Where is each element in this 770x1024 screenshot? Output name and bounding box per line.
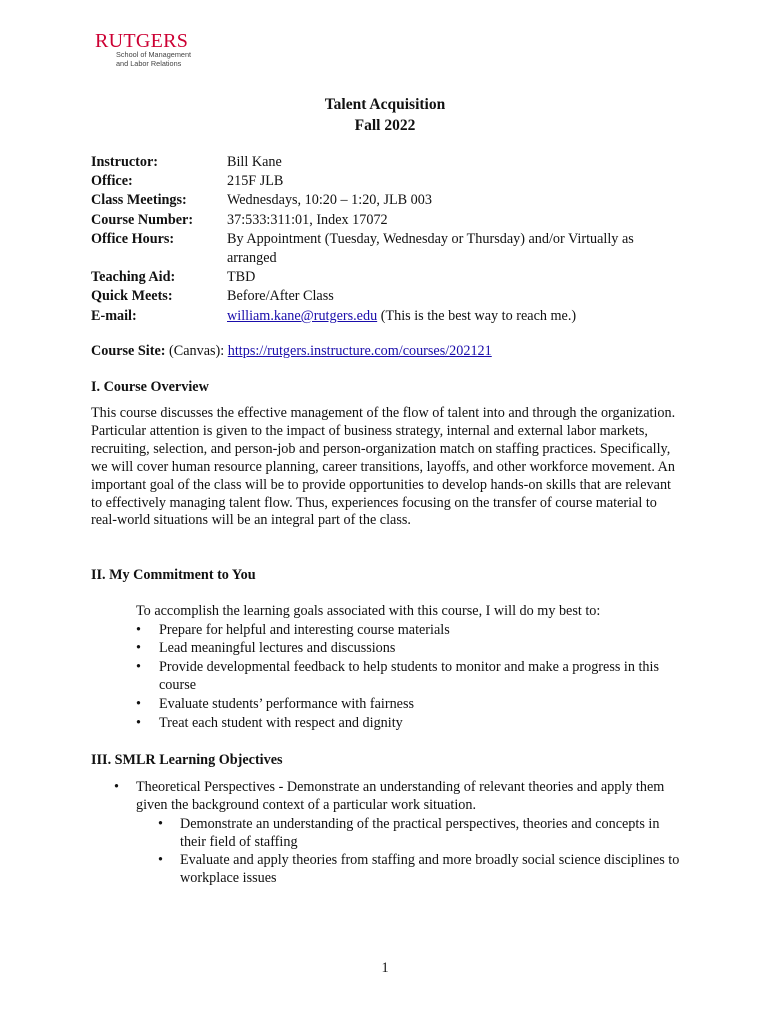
- info-label: Quick Meets:: [91, 288, 173, 305]
- info-row-teaching-aid: [91, 268, 677, 287]
- logo-wordmark: RUTGERS: [95, 30, 189, 52]
- bullet-glyph: •: [114, 779, 119, 795]
- list-item-text: Theoretical Perspectives - Demonstrate an understanding of relevant theories and apply them given the background context of a particular work situation.: [136, 779, 665, 814]
- list-item: [136, 658, 676, 695]
- course-site-label: Course Site:: [91, 343, 166, 359]
- bullet-glyph: •: [136, 621, 141, 638]
- commitment-list: [136, 621, 676, 733]
- objectives-sublist: [158, 815, 684, 888]
- bullet-glyph: •: [136, 695, 141, 712]
- info-row-quick-meets: [91, 287, 677, 306]
- course-site-link[interactable]: https://rutgers.instructure.com/courses/202121: [227, 343, 492, 359]
- bullet-glyph: •: [158, 852, 163, 869]
- info-label: Course Number:: [91, 211, 194, 228]
- bullet-glyph: •: [158, 815, 163, 832]
- info-value: 37:533:311:01, Index 17072: [227, 211, 388, 228]
- info-row-email: [91, 307, 677, 326]
- info-value: By Appointment (Tuesday, Wednesday or Thursday) and/or Virtually as arranged: [227, 230, 634, 267]
- objectives-list: [114, 778, 684, 888]
- info-row-course-number: [91, 211, 677, 230]
- list-item: [136, 695, 676, 714]
- commitment-block: [136, 602, 676, 732]
- section-heading-objectives: III. SMLR Learning Objectives: [91, 752, 283, 768]
- info-value: [227, 307, 677, 326]
- list-item-text: Provide developmental feedback to help students to monitor and make a progress in this course: [159, 658, 659, 694]
- info-value: Before/After Class: [227, 288, 334, 305]
- course-site-platform: (Canvas):: [165, 343, 228, 359]
- info-row-class-meetings: [91, 191, 677, 210]
- term-title: Fall 2022: [354, 117, 416, 134]
- info-label: Instructor:: [91, 154, 158, 170]
- info-row-instructor: [91, 153, 677, 172]
- list-item-text: Prepare for helpful and interesting course materials: [159, 621, 450, 638]
- info-row-office: [91, 172, 677, 191]
- list-item: [158, 815, 684, 852]
- list-item: [136, 639, 676, 658]
- info-label: Teaching Aid:: [91, 269, 176, 286]
- logo-subtitle-line2: and Labor Relations: [116, 58, 182, 68]
- bullet-glyph: •: [136, 658, 141, 675]
- commitment-intro: To accomplish the learning goals associated with this course, I will do my best to:: [136, 603, 601, 619]
- course-info-table: [91, 153, 677, 326]
- info-value: Wednesdays, 10:20 – 1:20, JLB 003: [227, 192, 432, 209]
- section-heading-commitment: II. My Commitment to You: [91, 567, 256, 583]
- list-item-text: Treat each student with respect and dignity: [159, 714, 403, 731]
- info-label: Office:: [91, 173, 133, 190]
- course-site-line: [91, 342, 492, 361]
- info-value: TBD: [227, 269, 256, 286]
- email-link[interactable]: william.kane@rutgers.edu: [227, 307, 378, 324]
- page-number: 1: [381, 960, 389, 976]
- list-item: [114, 778, 684, 888]
- list-item: [136, 714, 676, 733]
- info-value: 215F JLB: [227, 173, 284, 190]
- list-item: [136, 621, 676, 640]
- list-item-text: Evaluate students’ performance with fairness: [159, 695, 415, 712]
- list-item-text: Lead meaningful lectures and discussions: [159, 640, 396, 657]
- email-note: (This is the best way to reach me.): [377, 307, 577, 324]
- info-label: Office Hours:: [91, 230, 175, 247]
- objectives-block: [114, 778, 684, 888]
- list-item-text: Evaluate and apply theories from staffing and more broadly social science disciplines to workplace issues: [180, 852, 680, 887]
- info-label: Class Meetings:: [91, 192, 187, 209]
- section-heading-overview: I. Course Overview: [91, 379, 209, 395]
- document-title: [0, 94, 770, 136]
- info-value: Bill Kane: [227, 154, 282, 170]
- info-label: E-mail:: [91, 307, 137, 324]
- list-item-text: Demonstrate an understanding of the practical perspectives, theories and concepts in their field of staffing: [180, 815, 660, 850]
- bullet-glyph: •: [136, 714, 141, 731]
- course-title: Talent Acquisition: [324, 96, 446, 113]
- bullet-glyph: •: [136, 640, 141, 657]
- rutgers-logo: [95, 31, 191, 68]
- info-row-office-hours: [91, 230, 677, 268]
- overview-paragraph: This course discusses the effective management of the flow of talent into and through the organization. Particular attention is given to the impact of business strategy, internal and external labor markets, recruiting, selection, and person-job and person-organization match on staffing practices. Specifically, we will cover human resource planning, career transitions, layoffs, and other workforce movement. An important goal of the class will be to provide opportunities to develop hands-on skills that are relevant to effectively managing talent flow. Thus, experiences focusing on the transfer of course material to real-world situations will be an integral part of the class.: [91, 405, 676, 529]
- list-item: [158, 851, 684, 888]
- logo-subtitle-line1: School of Management: [116, 50, 192, 59]
